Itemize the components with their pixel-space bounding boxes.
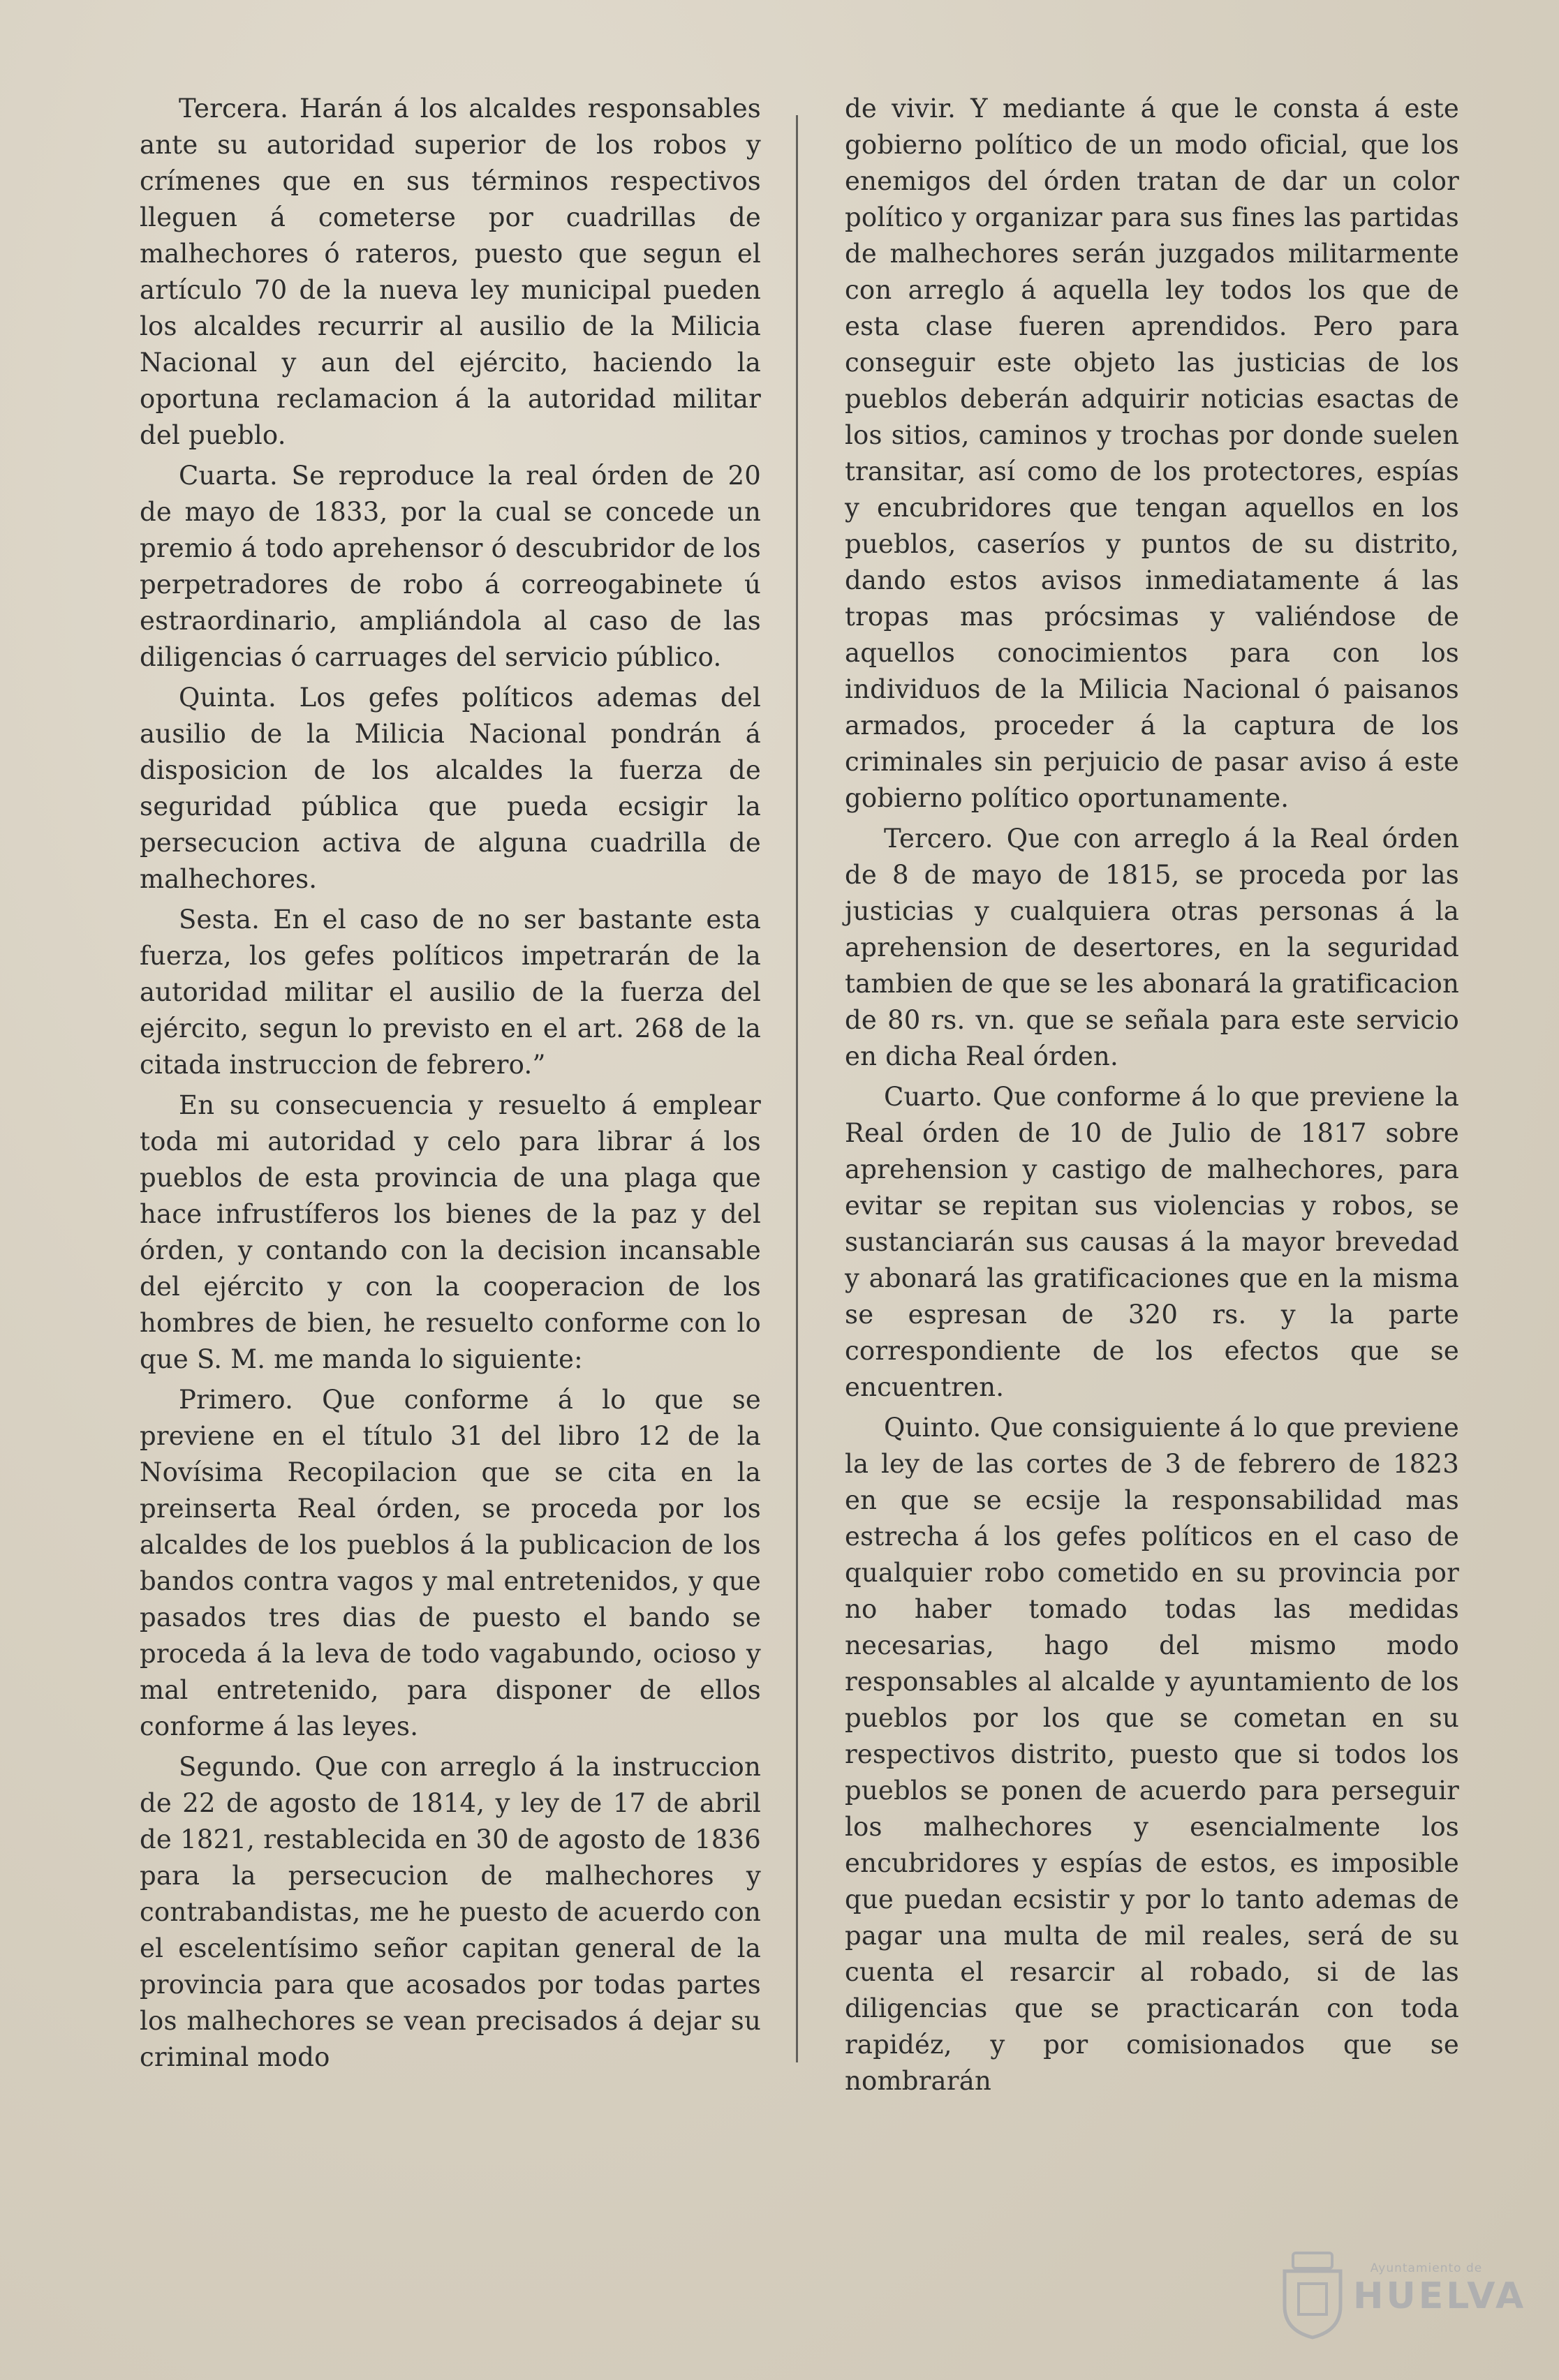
paragraph-cuarto: Cuarto. Que conforme á lo que previene la Real órden de 10 de Julio de 1817 sobre aprehension y castigo de malhechores, para evitar se repitan sus violencias y robos, se sustanciarán sus causas á la mayor brevedad y abonará las gratificaciones que en la misma se espresan de 320 rs. y la parte correspondiente de los efectos que se encuentren. bbox=[845, 1082, 1459, 1402]
shield-icon bbox=[1278, 2250, 1347, 2340]
watermark-line2: HUELVA bbox=[1353, 2275, 1527, 2317]
paragraph-cuarta: Cuarta. Se reproduce la real órden de 20 de mayo de 1833, por la cual se concede un premio á todo aprehensor ó descubridor de los perpetradores de robo á correogabinete ú estraordinario, ampliándola al caso de las diligencias ó carruages del servicio público. bbox=[140, 461, 761, 672]
paragraph-primero: Primero. Que conforme á lo que se previene en el título 31 del libro 12 de la Novísima Recopilacion que se cita en la preinserta Real órden, se proceda por los alcaldes de los pueblos á la publicacion de los bandos contra vagos y mal entretenidos, y que pasados tres dias de puesto el bando se proceda á la leva de todo vagabundo, ocioso y mal entretenido, para disponer de ellos conforme á las leyes. bbox=[140, 1385, 761, 1741]
paragraph-tercero: Tercero. Que con arreglo á la Real órden de 8 de mayo de 1815, se proceda por las justicias y cualquiera otras personas á la aprehension de desertores, en la seguridad tambien de que se les abonará la gratificacion de 80 rs. vn. que se señala para este servicio en dicha Real órden. bbox=[845, 824, 1459, 1071]
paragraph-tercera: Tercera. Harán á los alcaldes responsables ante su autoridad superior de los robos y crímenes que en sus términos respectivos lleguen á cometerse por cuadrillas de malhechores ó rateros, puesto que segun el artículo 70 de la nueva ley municipal pueden los alcaldes recurrir al ausilio de la Milicia Nacional y aun del ejército, haciendo la oportuna reclamacion á la autoridad militar del pueblo. bbox=[140, 94, 761, 450]
paragraph-quinta: Quinta. Los gefes políticos ademas del ausilio de la Milicia Nacional pondrán á disposicion de los alcaldes la fuerza de seguridad pública que pueda ecsigir la persecucion activa de alguna cuadrilla de malhechores. bbox=[140, 683, 761, 894]
watermark-line1: Ayuntamiento de bbox=[1370, 2261, 1483, 2275]
paragraph-sesta: Sesta. En el caso de no ser bastante esta fuerza, los gefes políticos impetrarán de la autoridad militar el ausilio de la fuerza del ejército, segun lo previsto en el art. 268 de la citada instruccion de febrero.” bbox=[140, 905, 761, 1080]
left-column bbox=[140, 91, 761, 2080]
paragraph-consecuencia: En su consecuencia y resuelto á emplear toda mi autoridad y celo para librar á los pueblos de esta provincia de una plaga que hace infrustíferos los bienes de la paz y del órden, y contando con la decision incansable del ejército y con la cooperacion de los hombres de bien, he resuelto conforme con lo que S. M. me manda lo siguiente: bbox=[140, 1090, 761, 1374]
paragraph-segundo: Segundo. Que con arreglo á la instruccion de 22 de agosto de 1814, y ley de 17 de abril de 1821, restablecida en 30 de agosto de 1836 para la persecucion de malhechores y contrabandistas, me he puesto de acuerdo con el escelentísimo señor capitan general de la provincia para que acosados por todas partes los malhechores se vean precisados á dejar su criminal modo bbox=[140, 1752, 761, 2072]
paragraph-continuation: de vivir. Y mediante á que le consta á este gobierno político de un modo oficial, que los enemigos del órden tratan de dar un color político y organizar para sus fines las partidas de malhechores serán juzgados militarmente con arreglo á aquella ley todos los que de esta clase fueren aprendidos. Pero para conseguir este objeto las justicias de los pueblos deberán adquirir noticias esactas de los sitios, caminos y trochas por donde suelen transitar, así como de los protectores, espías y encubridores que tengan aquellos en los pueblos, caseríos y puntos de su distrito, dando estos avisos inmediatamente á las tropas mas prócsimas y valiéndose de aquellos conocimientos para con los individuos de la Milicia Nacional ó paisanos armados, proceder á la captura de los criminales sin perjuicio de pasar aviso á este gobierno político oportunamente. bbox=[845, 94, 1459, 813]
right-column bbox=[845, 91, 1459, 2104]
huelva-watermark-logo bbox=[1271, 2246, 1527, 2344]
paragraph-quinto: Quinto. Que consiguiente á lo que previene la ley de las cortes de 3 de febrero de 1823 en que se ecsije la responsabilidad mas estrecha á los gefes políticos en el caso de qualquier robo cometido en su provincia por no haber tomado todas las medidas necesarias, hago del mismo modo responsables al alcalde y ayuntamiento de los pueblos por los que se cometan en su respectivos distrito, puesto que si todos los pueblos se ponen de acuerdo para perseguir los malhechores y esencialmente los encubridores y espías de estos, es imposible que puedan ecsistir y por lo tanto ademas de pagar una multa de mil reales, será de su cuenta el resarcir al robado, si de las diligencias que se practicarán con toda rapidéz, y por comisionados que se nombrarán bbox=[845, 1413, 1459, 2096]
column-divider bbox=[796, 115, 798, 2062]
